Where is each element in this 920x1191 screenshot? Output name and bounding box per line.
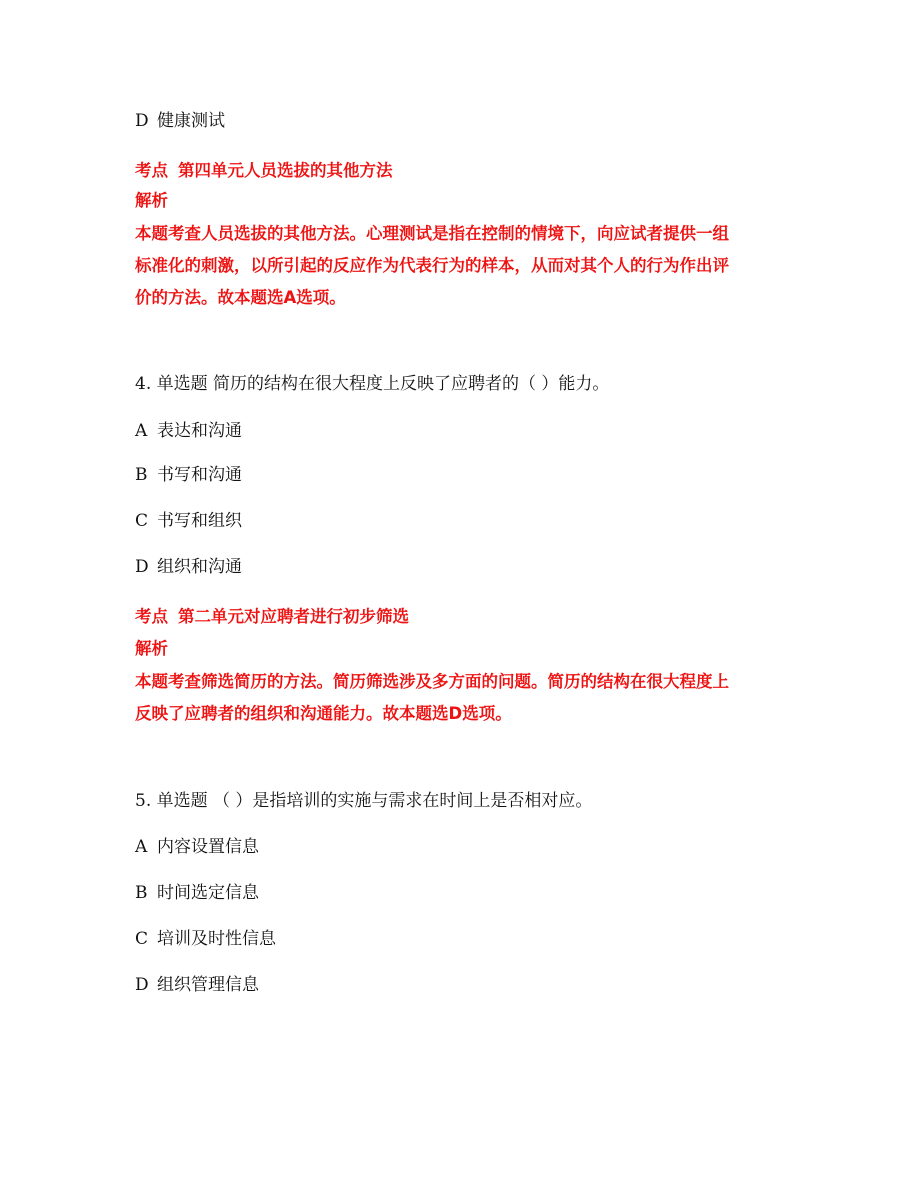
option-letter: B xyxy=(135,465,148,485)
option-letter: D xyxy=(135,975,149,995)
kaodian-label: 考点 xyxy=(135,161,168,180)
q3-kaodian xyxy=(135,160,393,182)
option-text: 书写和沟通 xyxy=(157,465,242,485)
q4-option-a xyxy=(135,420,242,442)
explanation-line: 本题考查人员选拔的其他方法。心理测试是指在控制的情境下，向应试者提供一组 xyxy=(135,224,729,243)
option-text: 组织管理信息 xyxy=(157,975,259,995)
option-text: 书写和组织 xyxy=(157,511,242,531)
q5-option-c xyxy=(135,928,276,950)
q4-option-d xyxy=(135,556,242,578)
option-letter: D xyxy=(135,111,149,131)
option-letter: B xyxy=(135,883,148,903)
q3-jiexi-label: 解析 xyxy=(135,191,168,210)
q4-explanation xyxy=(135,666,795,730)
option-letter: A xyxy=(135,837,148,857)
q5-option-d xyxy=(135,974,259,996)
option-text: 内容设置信息 xyxy=(157,837,259,857)
explanation-line: 价的方法。故本题选A选项。 xyxy=(135,288,346,307)
option-text: 培训及时性信息 xyxy=(157,929,276,949)
kaodian-label: 考点 xyxy=(135,607,168,626)
q4-jiexi-label: 解析 xyxy=(135,639,168,658)
option-text: 组织和沟通 xyxy=(157,557,242,577)
kaodian-text: 第二单元对应聘者进行初步筛选 xyxy=(178,607,409,626)
option-letter: A xyxy=(135,421,148,441)
option-text: 时间选定信息 xyxy=(157,883,259,903)
explanation-line: 标准化的刺激，以所引起的反应作为代表行为的样本，从而对其个人的行为作出评 xyxy=(135,256,729,275)
kaodian-text: 第四单元人员选拔的其他方法 xyxy=(178,161,393,180)
option-letter: C xyxy=(135,929,149,949)
option-text: 表达和沟通 xyxy=(157,421,242,441)
q5-option-b xyxy=(135,882,259,904)
explanation-line: 反映了应聘者的组织和沟通能力。故本题选D选项。 xyxy=(135,704,512,723)
q4-question: 4. 单选题 简历的结构在很大程度上反映了应聘者的（ ）能力。 xyxy=(135,374,610,394)
q4-kaodian xyxy=(135,606,409,628)
q4-option-c xyxy=(135,510,242,532)
q4-option-b xyxy=(135,464,242,486)
q5-question: 5. 单选题 （ ）是指培训的实施与需求在时间上是否相对应。 xyxy=(135,791,593,811)
q5-option-a xyxy=(135,836,259,858)
q3-option-d xyxy=(135,110,225,132)
option-letter: D xyxy=(135,557,149,577)
option-letter: C xyxy=(135,511,149,531)
option-text: 健康测试 xyxy=(157,111,225,131)
q3-explanation xyxy=(135,218,795,314)
explanation-line: 本题考查筛选简历的方法。简历筛选涉及多方面的问题。简历的结构在很大程度上 xyxy=(135,672,729,691)
